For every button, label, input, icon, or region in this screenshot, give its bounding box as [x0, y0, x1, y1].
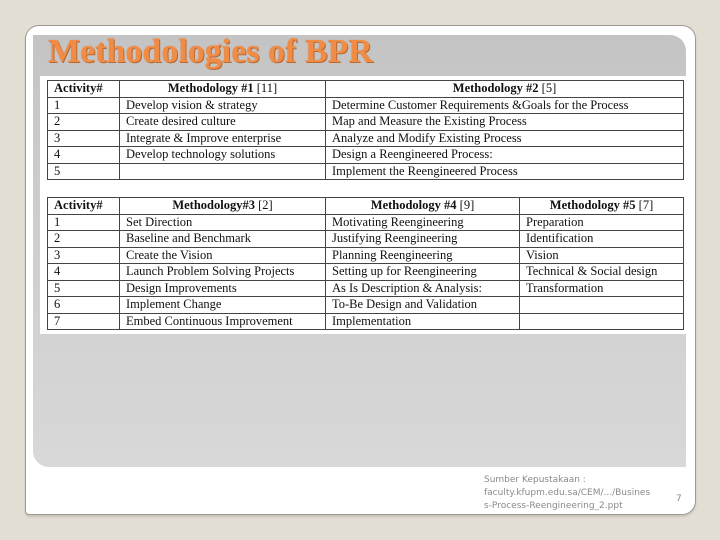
slide-title: Methodologies of BPR: [48, 33, 373, 70]
table-row: [48, 264, 684, 281]
methodology-4-step: To-Be Design and Validation: [326, 297, 520, 314]
methodology-3-step: Create the Vision: [120, 247, 326, 264]
table-header-row: [48, 198, 684, 215]
activity-number: 3: [48, 130, 120, 147]
activity-number: 4: [48, 264, 120, 281]
table-row: [48, 214, 684, 231]
methodology-5-step: Preparation: [520, 214, 684, 231]
methodology-2-step: Implement the Reengineered Process: [326, 163, 684, 180]
methodology-5-step: [520, 297, 684, 314]
header-methodology-2: Methodology #2 [5]: [326, 81, 684, 98]
activity-number: 2: [48, 231, 120, 248]
header-methodology-3: Methodology#3 [2]: [120, 198, 326, 215]
activity-number: 3: [48, 247, 120, 264]
table-row: [48, 247, 684, 264]
table-row: [48, 147, 684, 164]
source-citation: [484, 474, 674, 513]
methodologies-table-1: [47, 80, 684, 180]
table-header-row: [48, 81, 684, 98]
methodology-5-step: Vision: [520, 247, 684, 264]
methodology-4-step: Implementation: [326, 313, 520, 330]
activity-number: 4: [48, 147, 120, 164]
methodology-4-step: Setting up for Reengineering: [326, 264, 520, 281]
header-activity: Activity#: [48, 198, 120, 215]
methodology-5-step: [520, 313, 684, 330]
methodology-3-step: Implement Change: [120, 297, 326, 314]
table-row: [48, 297, 684, 314]
methodology-1-step: Develop vision & strategy: [120, 97, 326, 114]
methodology-3-step: Set Direction: [120, 214, 326, 231]
slide-number: 7: [676, 494, 682, 504]
methodology-3-step: Launch Problem Solving Projects: [120, 264, 326, 281]
methodology-4-step: Motivating Reengineering: [326, 214, 520, 231]
source-line: faculty.kfupm.edu.sa/CEM/.../Busines: [484, 488, 651, 498]
source-line: s-Process-Reengineering_2.ppt: [484, 501, 623, 511]
activity-number: 5: [48, 280, 120, 297]
table-row: [48, 114, 684, 131]
activity-number: 2: [48, 114, 120, 131]
methodology-4-step: As Is Description & Analysis:: [326, 280, 520, 297]
methodology-1-step: [120, 163, 326, 180]
methodology-1-step: Develop technology solutions: [120, 147, 326, 164]
methodology-2-step: Map and Measure the Existing Process: [326, 114, 684, 131]
activity-number: 6: [48, 297, 120, 314]
methodologies-table-2: [47, 197, 684, 330]
methodology-2-step: Design a Reengineered Process:: [326, 147, 684, 164]
header-methodology-1: Methodology #1 [11]: [120, 81, 326, 98]
table-row: [48, 130, 684, 147]
methodology-5-step: Transformation: [520, 280, 684, 297]
source-line: Sumber Kepustakaan :: [484, 475, 586, 485]
methodology-4-step: Planning Reengineering: [326, 247, 520, 264]
table-row: [48, 231, 684, 248]
table-row: [48, 313, 684, 330]
activity-number: 5: [48, 163, 120, 180]
methodology-3-step: Design Improvements: [120, 280, 326, 297]
table-row: [48, 280, 684, 297]
methodology-3-step: Baseline and Benchmark: [120, 231, 326, 248]
methodology-1-step: Integrate & Improve enterprise: [120, 130, 326, 147]
activity-number: 1: [48, 97, 120, 114]
table-row: [48, 97, 684, 114]
methodology-5-step: Identification: [520, 231, 684, 248]
methodology-2-step: Analyze and Modify Existing Process: [326, 130, 684, 147]
methodology-2-step: Determine Customer Requirements &Goals for the Process: [326, 97, 684, 114]
header-methodology-5: Methodology #5 [7]: [520, 198, 684, 215]
header-activity: Activity#: [48, 81, 120, 98]
methodology-4-step: Justifying Reengineering: [326, 231, 520, 248]
methodology-1-step: Create desired culture: [120, 114, 326, 131]
methodology-5-step: Technical & Social design: [520, 264, 684, 281]
table-row: [48, 163, 684, 180]
activity-number: 7: [48, 313, 120, 330]
header-methodology-4: Methodology #4 [9]: [326, 198, 520, 215]
activity-number: 1: [48, 214, 120, 231]
methodology-3-step: Embed Continuous Improvement: [120, 313, 326, 330]
